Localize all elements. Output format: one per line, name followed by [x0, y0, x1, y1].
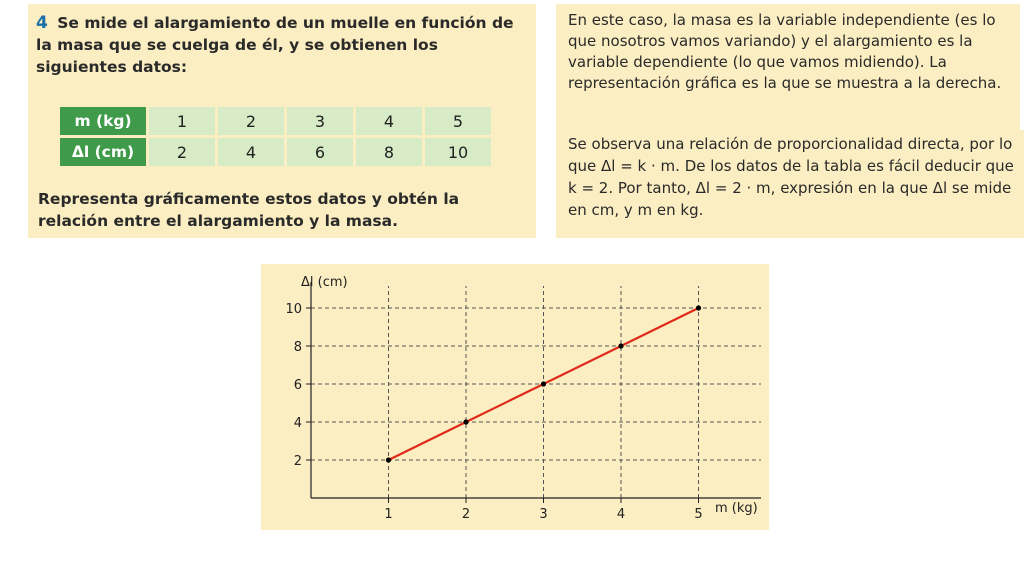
- data-point: [463, 419, 468, 424]
- data-point: [618, 343, 623, 348]
- problem-task: Representa gráficamente estos datos y obtén la relación entre el alargamiento y la masa.: [38, 190, 460, 230]
- y-axis-label: Δl (cm): [301, 275, 348, 290]
- row-header-elongation: Δl (cm): [60, 138, 146, 166]
- grid: [311, 286, 761, 498]
- data-table: [57, 104, 494, 169]
- table-cell: 4: [218, 138, 284, 166]
- table-cell: 2: [149, 138, 215, 166]
- axes: [311, 282, 761, 498]
- table-cell: 6: [287, 138, 353, 166]
- tick-labels: [285, 302, 702, 522]
- table-cell: 8: [356, 138, 422, 166]
- problem-statement-text: Se mide el alargamiento de un muelle en función de la masa que se cuelga de él, y se obtienen los siguientes datos:: [36, 14, 514, 76]
- y-tick-label: 6: [293, 378, 302, 393]
- table-cell: 2: [218, 107, 284, 135]
- table-row: [60, 138, 491, 166]
- table-cell: 3: [287, 107, 353, 135]
- table-cell: 10: [425, 138, 491, 166]
- x-tick-label: 2: [461, 507, 471, 522]
- table-cell: 5: [425, 107, 491, 135]
- line-chart: [261, 264, 769, 530]
- y-tick-label: 8: [293, 340, 302, 355]
- row-header-mass: m (kg): [60, 107, 146, 135]
- chart-panel: [261, 264, 769, 530]
- x-tick-label: 1: [384, 507, 393, 522]
- y-tick-label: 2: [293, 454, 302, 469]
- table-row: [60, 107, 491, 135]
- y-tick-label: 10: [285, 302, 302, 317]
- table-cell: 1: [149, 107, 215, 135]
- y-tick-label: 4: [293, 416, 302, 431]
- solution-panel-1: [556, 4, 1020, 130]
- x-tick-label: 5: [694, 507, 703, 522]
- data-point: [696, 305, 701, 310]
- data-point: [386, 457, 391, 462]
- solution-paragraph-1: En este caso, la masa es la variable independiente (es lo que nosotros vamos variando) y el alargamiento es la variable dependiente (lo que vamos midiendo). La representación gráfica es la que se muestra a la derecha.: [568, 11, 1002, 92]
- problem-number: 4: [36, 13, 48, 33]
- table-cell: 4: [356, 107, 422, 135]
- problem-panel: [28, 4, 536, 238]
- solution-panel-2: [556, 130, 1024, 238]
- x-tick-label: 4: [616, 507, 626, 522]
- x-tick-label: 3: [539, 507, 548, 522]
- solution-paragraph-2: Se observa una relación de proporcionalidad directa, por lo que Δl = k · m. De los datos de la tabla es fácil deducir que k = 2. Por tanto, Δl = 2 · m, expresión en la que Δl se mide en cm, y m en kg.: [568, 135, 1014, 219]
- problem-statement: [36, 12, 526, 78]
- data-point: [541, 381, 546, 386]
- x-axis-label: m (kg): [715, 501, 758, 516]
